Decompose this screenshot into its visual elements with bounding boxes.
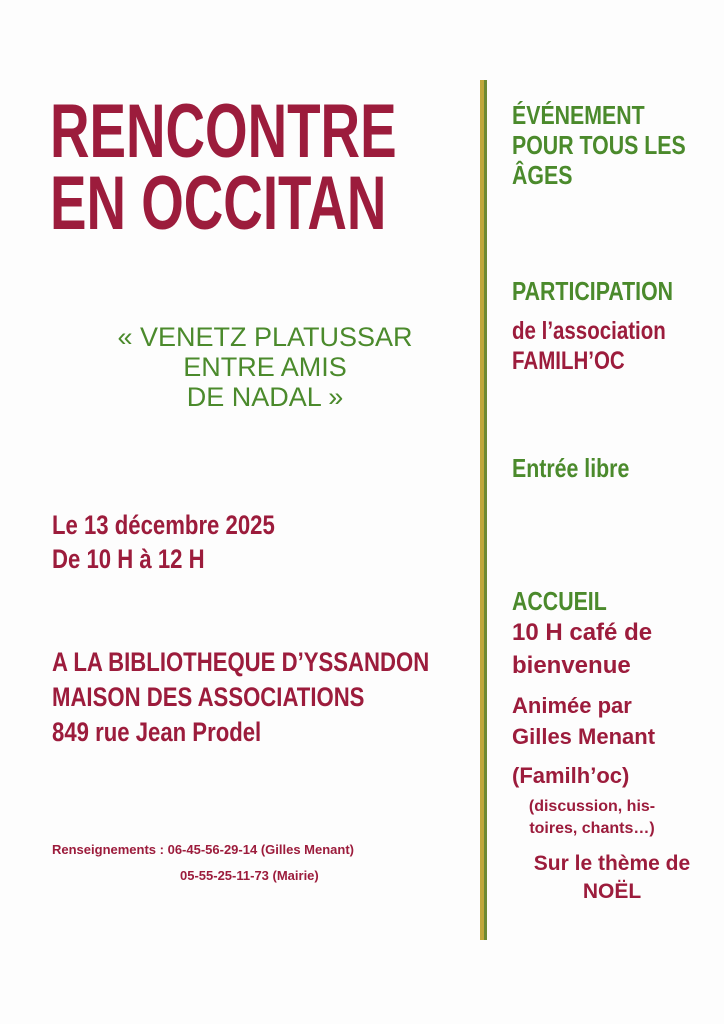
accueil-heading: ACCUEIL	[512, 586, 607, 616]
vertical-divider	[480, 80, 487, 940]
event-location	[52, 645, 429, 750]
theme	[512, 850, 712, 906]
occitan-quote	[60, 322, 470, 412]
quote-line-1: « VENETZ PLATUSSAR	[117, 322, 413, 352]
contact-info	[52, 837, 354, 889]
event-line-2: POUR TOUS LES	[512, 130, 686, 160]
familhoc-label: (Familh’oc)	[512, 763, 630, 788]
quote-line-3: DE NADAL »	[186, 382, 344, 412]
event-date	[52, 508, 275, 576]
contact-line-1: Renseignements : 06-45-56-29-14 (Gilles Menant)	[52, 842, 354, 857]
hosted-line-2: Gilles Menant	[512, 724, 656, 749]
location-line-3: 849 rue Jean Prodel	[52, 717, 262, 747]
welcome-coffee	[512, 616, 712, 682]
location-line-2: MAISON DES ASSOCIATIONS	[52, 682, 365, 712]
contact-line-2: 05-55-25-11-73 (Mairie)	[180, 868, 319, 883]
cafe-line-1: 10 H café de	[512, 619, 653, 646]
participation-block	[512, 276, 676, 376]
participation-heading: PARTICIPATION	[512, 276, 674, 306]
date-line: Le 13 décembre 2025	[52, 510, 275, 540]
poster-title	[50, 89, 397, 246]
title-line-1: RENCONTRE	[50, 89, 397, 174]
time-line: De 10 H à 12 H	[52, 544, 205, 574]
participation-line-2: FAMILH’OC	[512, 347, 625, 375]
hosted-line-1: Animée par	[512, 693, 632, 718]
title-line-2: EN OCCITAN	[50, 161, 387, 246]
activities-line-2: toires, chants…)	[529, 820, 655, 837]
activities-note	[512, 796, 672, 840]
participation-line-1: de l’association	[512, 317, 666, 345]
theme-line-2: NOËL	[582, 880, 642, 903]
quote-line-2: ENTRE AMIS	[183, 352, 347, 382]
free-entry: Entrée libre	[512, 453, 630, 483]
event-line-1: ÉVÉNEMENT	[512, 100, 645, 130]
event-line-3: ÂGES	[512, 160, 573, 190]
cafe-line-2: bienvenue	[512, 652, 631, 679]
hosted-by	[512, 690, 712, 752]
activities-line-1: (discussion, his-	[528, 798, 656, 815]
event-audience	[512, 100, 686, 190]
location-line-1: A LA BIBLIOTHEQUE D’YSSANDON	[52, 647, 430, 677]
theme-line-1: Sur le thème de	[533, 852, 691, 875]
